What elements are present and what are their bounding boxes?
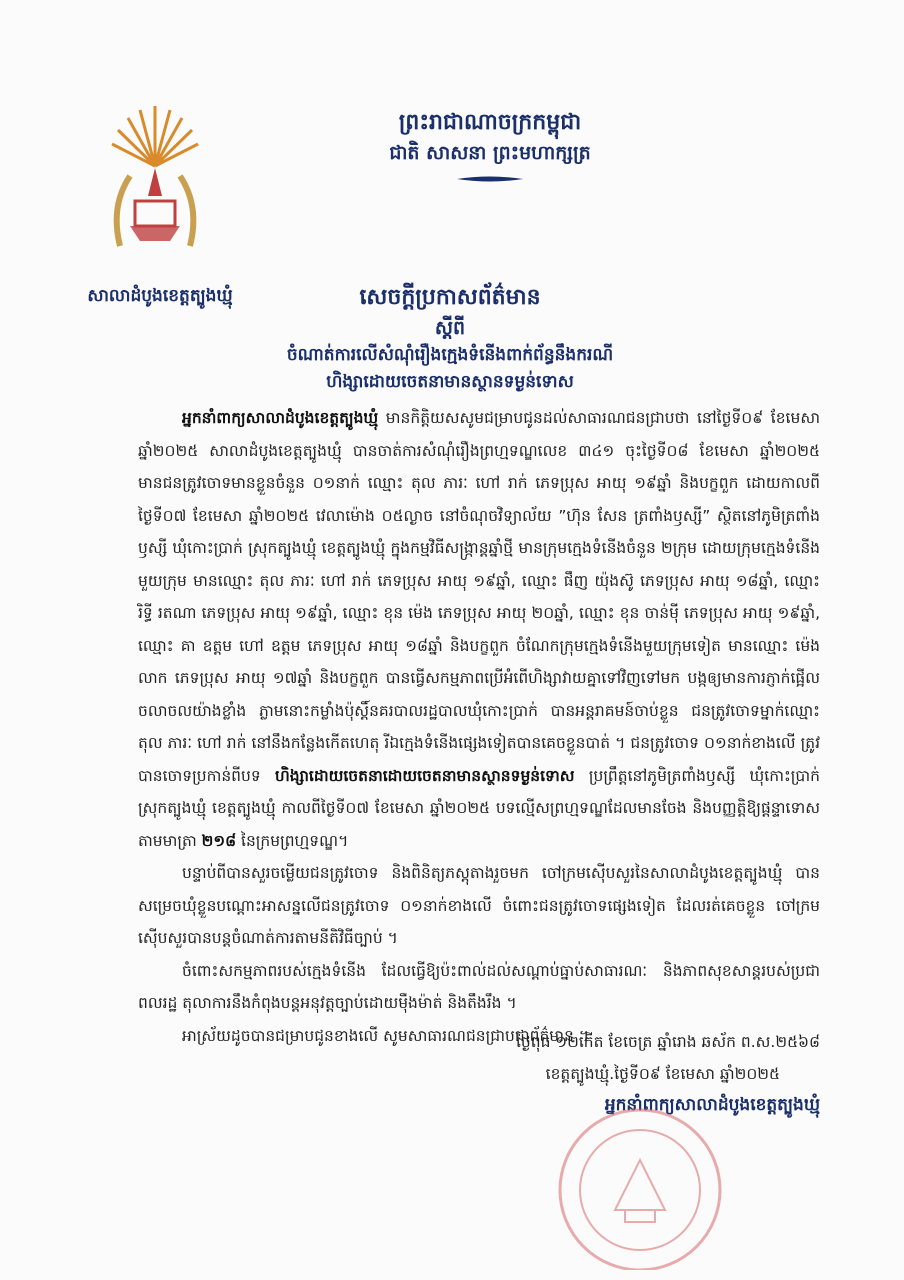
- kingdom-name: ព្រះរាជាណាចក្រកម្ពុជា: [398, 110, 582, 135]
- national-motto: ជាតិ សាសនា ព្រះមហាក្សត្រ: [389, 142, 591, 164]
- paragraph-3: ចំពោះសកម្មភាពរបស់ក្មេងទំនើង ដែលធ្វើឱ្យប៉ះពាល់ដល់សណ្តាប់ធ្នាប់សាធារណៈ និងភាពសុខសាន្តរបស់ប្រជាពលរដ្ឋ តុលាការនឹងកំពុងបន្តអនុវត្តច្បាប់ដោយម៉ឺងម៉ាត់ និងតឹងរឹង ។: [138, 961, 820, 1012]
- announcement-body: [138, 402, 820, 1052]
- lunar-date: ថ្ងៃពុធ ១២កើត ខែចេត្រ ឆ្នាំរោង ឆស័ក ព.ស.២៥៦៨: [516, 1033, 820, 1051]
- title-subject-line2: ហិង្សាដោយចេតនាមានស្ថានទម្ងន់ទោស: [326, 372, 574, 392]
- p1-tail: ប្រព្រឹត្តនៅភូមិត្រពាំងឫស្សី ឃុំកោះប្រាក់ ស្រុកត្បូងឃ្មុំ ខេត្តត្បូងឃ្មុំ កាលពីថ្ងៃទី០៧ ខែមេសា ឆ្នាំ២០២៥ បទល្មើសព្រហ្មទណ្ឌដែលមានចែង និងបញ្ញត្តិឱ្យផ្តន្ទាទោសតាមមាត្រា: [138, 766, 820, 850]
- ornament-divider-icon: [455, 174, 525, 184]
- p1-text: មានកិត្តិយសសូមជម្រាបជូនដល់សាធារណជនជ្រាបថា នៅថ្ងៃទី០៩ ខែមេសា ឆ្នាំ២០២៥ សាលាដំបូងខេត្តត្បូងឃ្មុំ បានចាត់ការសំណុំរឿងព្រហ្មទណ្ឌលេខ ៣៤១ ចុះថ្ងៃទី០៨ ខែមេសា ឆ្នាំ២០២៥ មានជនត្រូវចោទមានខ្លួនចំនួន ០១នាក់ ឈ្មោះ តុល ភារៈ ហៅ រាក់ ភេទប្រុស អាយុ ១៩ឆ្នាំ និងបក្ខពួក ដោយកាលពីថ្ងៃទី០៧ ខែមេសា ឆ្នាំ២០២៥ វេលាម៉ោង ០៥ល្ងាច នៅចំណុចវិទ្យាល័យ ”ហ៊ុន សែន ត្រពាំងឫស្សី” ស្ថិតនៅភូមិត្រពាំងឫស្សី ឃុំកោះប្រាក់ ស្រុកត្បូងឃ្មុំ ខេត្តត្បូងឃ្មុំ ក្នុងកម្មវិធីសង្ក្រាន្តឆ្នាំថ្មី មានក្រុមក្មេងទំនើងចំនួន ២ក្រុម ដោយក្រុមក្មេងទំនើងមួយក្រុម មានឈ្មោះ តុល ភារៈ ហៅ រាក់ ភេទប្រុស អាយុ ១៩ឆ្នាំ, ឈ្មោះ ផឹញ យ៉ុងស៊ូ ភេទប្រុស អាយុ ១៨ឆ្នាំ, ឈ្មោះ រិទ្ធី រតណា ភេទប្រុស អាយុ ១៩ឆ្នាំ, ឈ្មោះ ខុន ម៉េង ភេទប្រុស អាយុ ២០ឆ្នាំ, ឈ្មោះ ខុន ចាន់មុី ភេទប្រុស អាយុ ១៩ឆ្នាំ, ឈ្មោះ គា ឧត្តម ហៅ ឧត្តម ភេទប្រុស អាយុ ១៨ឆ្នាំ និងបក្ខពួក ចំណែកក្រុមក្មេងទំនើងមួយក្រុមទៀត មានឈ្មោះ ម៉េង លាក ភេទប្រុស អាយុ ១៧ឆ្នាំ និងបក្ខពួក បានធ្វើសកម្មភាពប្រើអំពើហិង្សាវាយគ្នាទៅវិញទៅមក បង្កឲ្យមានការភ្ញាក់ផ្អើលចលាចលយ៉ាងខ្លាំង ភ្លាមនោះកម្លាំងប៉ុស្តិ៍នគរបាលរដ្ឋបាលឃុំកោះប្រាក់ បានអន្តរាគមន៍ចាប់ខ្លួន ជនត្រូវចោទម្នាក់ឈ្មោះ តុល ភារៈ ហៅ រាក់ នៅនឹងកន្លែងកើតហេតុ រីឯក្មេងទំនើងផ្សេងទៀតបានគេចខ្លួនបាត់ ។ ជនត្រូវចោទ ០១នាក់ខាងលើ ត្រូវបានចោទប្រកាន់ពីបទ: [138, 409, 820, 785]
- paragraph-1: [138, 402, 820, 857]
- p1-end: នៃក្រមព្រហ្មទណ្ឌ។: [236, 831, 349, 850]
- place-date: ខេត្តត្បូងឃ្មុំ.ថ្ងៃទី០៩ ខែមេសា ឆ្នាំ២០២៥: [545, 1065, 780, 1083]
- court-seal-icon: [540, 1090, 740, 1270]
- court-name: សាលាដំបូងខេត្តត្បូងឃ្មុំ: [87, 286, 233, 306]
- kingdom-header: [330, 108, 650, 184]
- p1-intro: អ្នកនាំពាក្យសាលាដំបូងខេត្តត្បូងឃ្មុំ: [182, 409, 379, 427]
- title-subject-line1: ចំណាត់ការលើសំណុំរឿងក្មេងទំនើងពាក់ព័ន្ធនឹងករណី: [286, 345, 614, 365]
- p1-charge: ហិង្សាដោយចេតនាដោយចេតនាមានស្ថានទម្ងន់ទោស: [275, 766, 575, 785]
- signer-title: អ្នកនាំពាក្យសាលាដំបូងខេត្តត្បូងឃ្មុំ: [604, 1095, 820, 1115]
- p1-article: ២១៨: [201, 831, 237, 850]
- title-main: សេចក្តីប្រកាសព័ត៌មាន: [359, 285, 541, 310]
- title-about: ស្តីពី: [434, 317, 466, 339]
- paragraph-4: អាស្រ័យដូចបានជម្រាបជូនខាងលើ សូមសាធារណជនជ្រាបជាព័ត៌មាន ។: [182, 1026, 590, 1045]
- paragraph-2: បន្ទាប់ពីបានសួរចម្លើយជនត្រូវចោទ និងពិនិត្យភស្តុតាងរួចមក ចៅក្រមស៊ើបសួរនៃសាលាដំបូងខេត្តត្បូងឃ្មុំ បានសម្រេចឃុំខ្លួនបណ្តោះអាសន្នលើជនត្រូវចោទ ០១នាក់ខាងលើ ចំពោះជនត្រូវចោទផ្សេងទៀត ដែលរត់គេចខ្លួន ចៅក្រមស៊ើបសួរបានបន្តចំណាត់ការតាមនីតិវិធីច្បាប់ ។: [138, 864, 820, 947]
- court-emblem-icon: [100, 96, 210, 266]
- announcement-title: [200, 282, 700, 396]
